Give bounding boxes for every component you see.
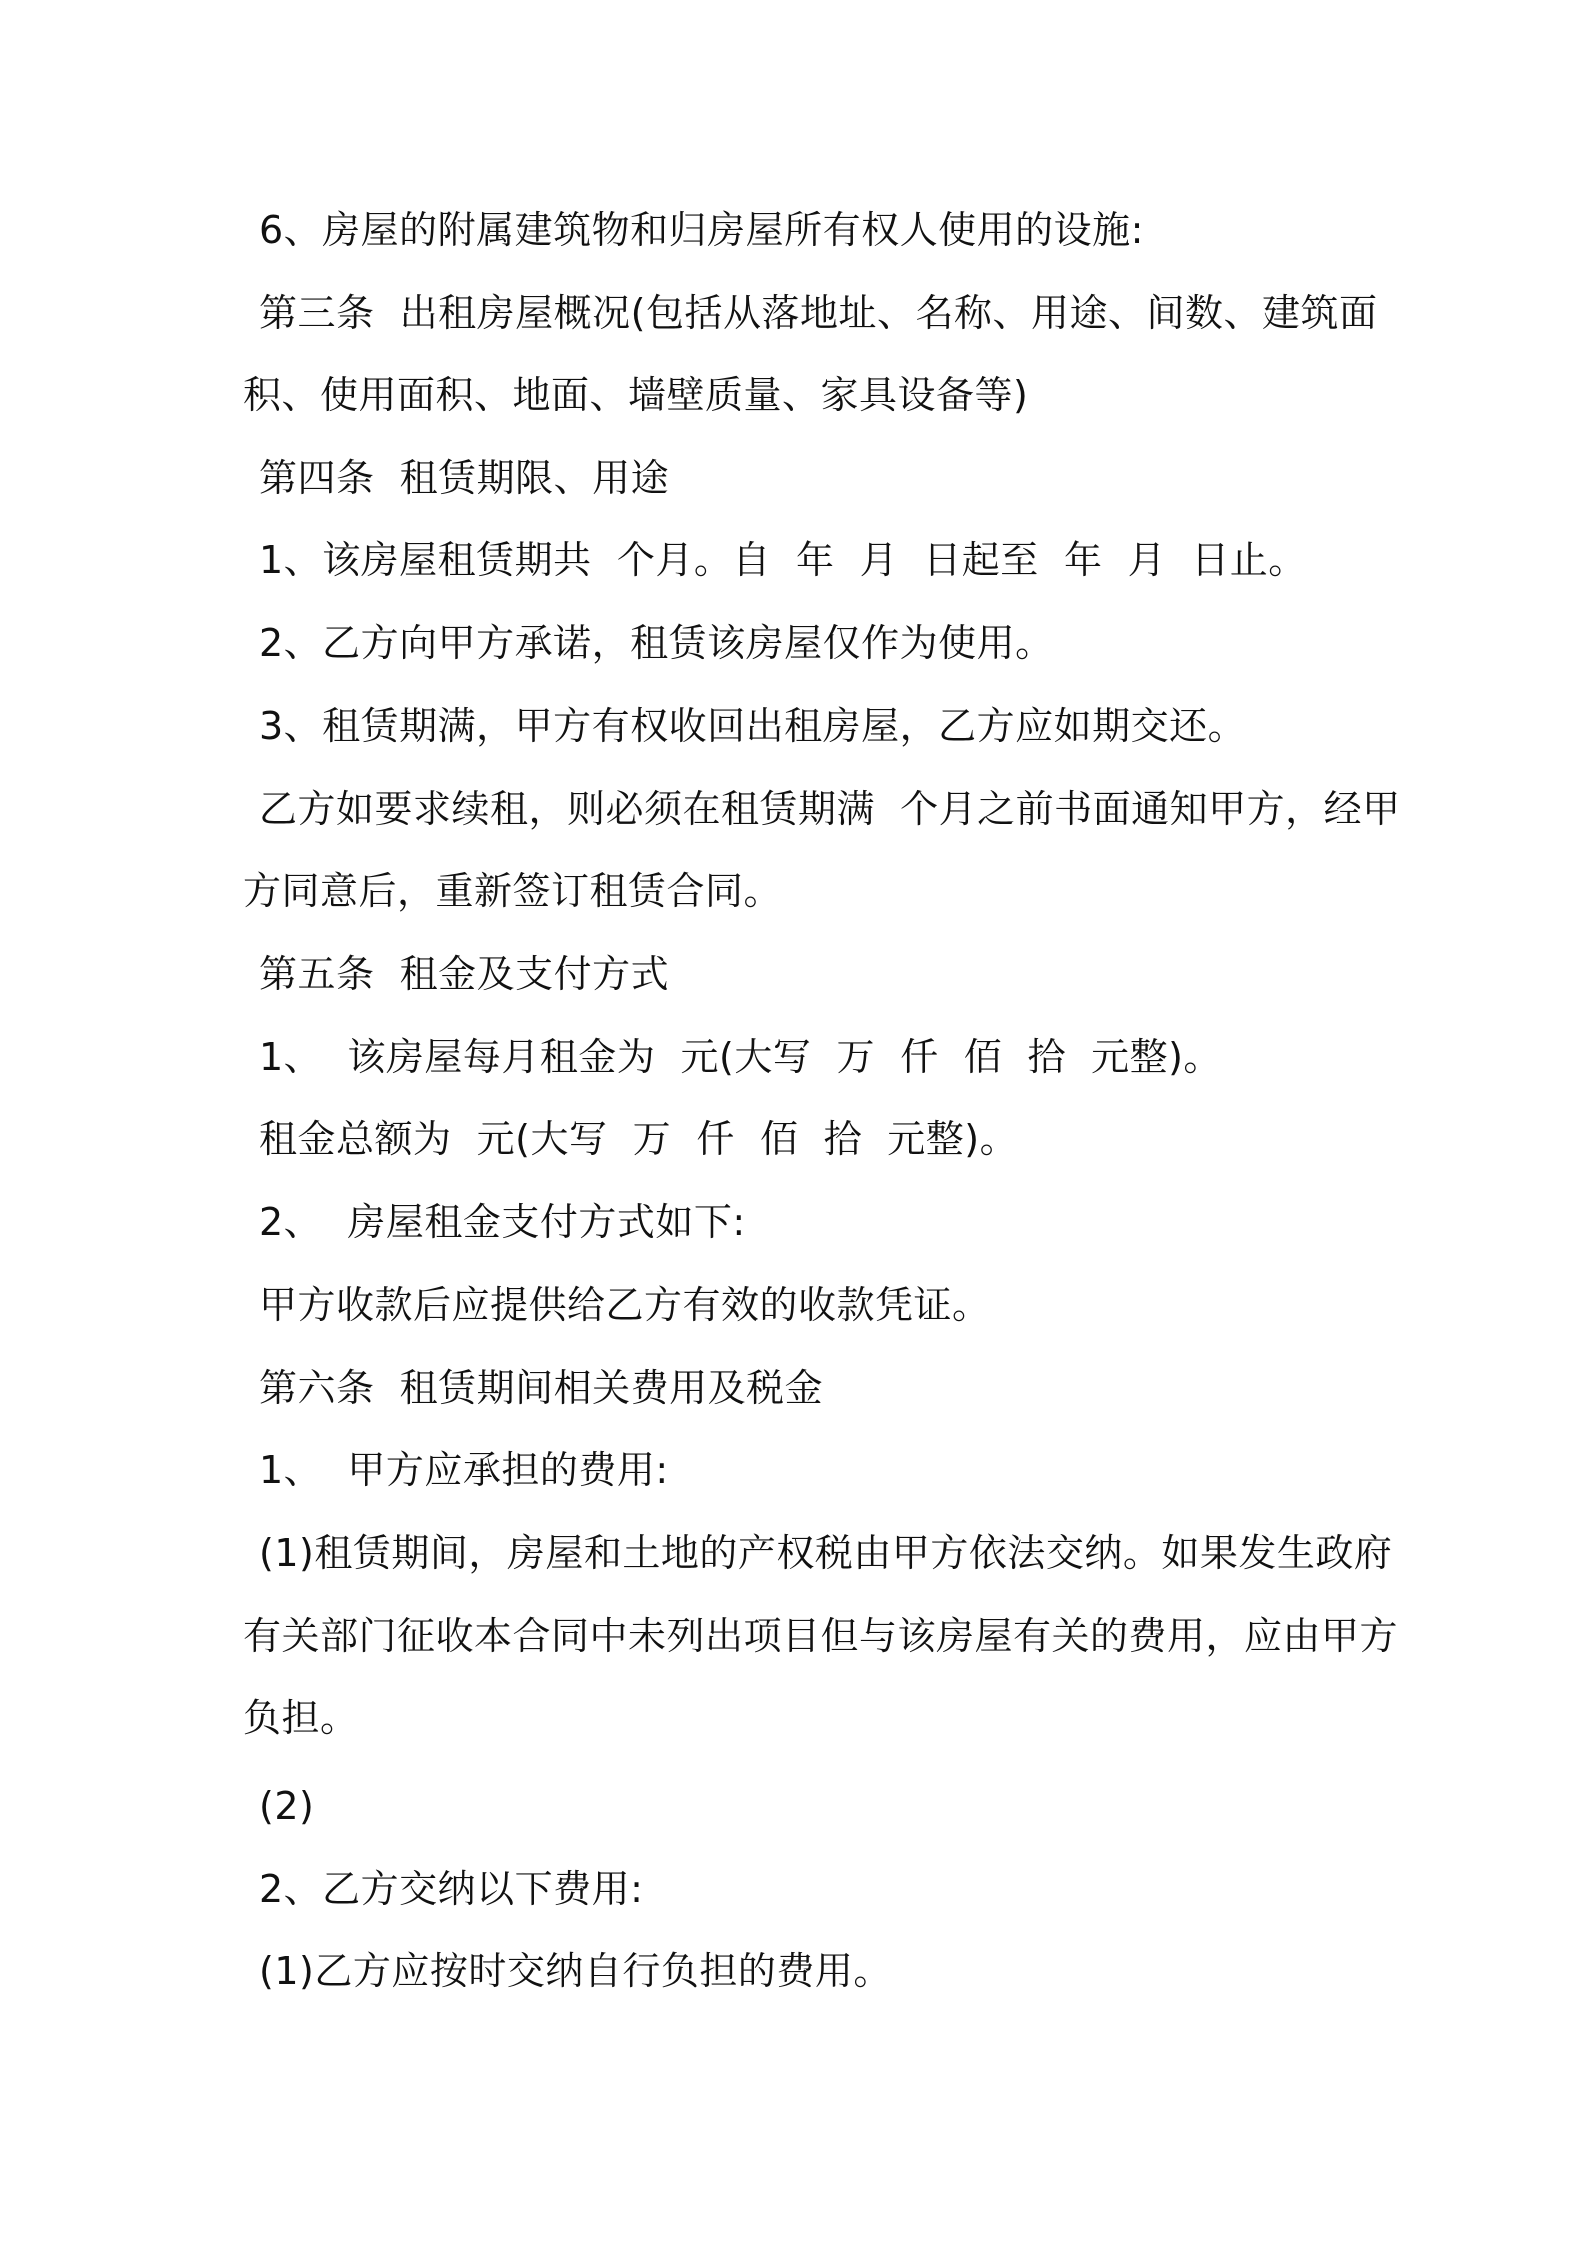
text-line: (2) [259, 1784, 315, 1828]
text-line: 方同意后，重新签订租赁合同。 [243, 869, 783, 913]
text-line: 2、乙方向甲方承诺，租赁该房屋仅作为使用。 [259, 621, 1054, 665]
text-line: 2、 房屋租金支付方式如下: [259, 1200, 746, 1244]
text-line: 1、该房屋租赁期共 个月。自 年 月 日起至 年 月 日止。 [259, 538, 1307, 582]
text-line: 2、乙方交纳以下费用: [259, 1867, 644, 1911]
text-line: 甲方收款后应提供给乙方有效的收款凭证。 [259, 1283, 991, 1327]
text-line: 乙方如要求续租，则必须在租赁期满 个月之前书面通知甲方，经甲 [259, 787, 1401, 831]
text-line: 积、使用面积、地面、墙壁质量、家具设备等) [243, 373, 1029, 417]
text-line: 1、 甲方应承担的费用: [259, 1448, 669, 1492]
text-line: 第四条 租赁期限、用途 [259, 456, 670, 500]
text-line: (1)乙方应按时交纳自行负担的费用。 [259, 1949, 892, 1993]
text-line: (1)租赁期间，房屋和土地的产权税由甲方依法交纳。如果发生政府 [259, 1531, 1393, 1575]
text-line: 第五条 租金及支付方式 [259, 952, 670, 996]
text-line: 6、房屋的附属建筑物和归房屋所有权人使用的设施: [259, 208, 1144, 252]
text-line: 租金总额为 元(大写 万 仟 佰 拾 元整)。 [259, 1117, 1019, 1161]
text-line: 第六条 租赁期间相关费用及税金 [259, 1366, 824, 1410]
text-line: 负担。 [243, 1696, 359, 1740]
text-line: 有关部门征收本合同中未列出项目但与该房屋有关的费用，应由甲方 [243, 1614, 1399, 1658]
text-line: 3、租赁期满，甲方有权收回出租房屋，乙方应如期交还。 [259, 704, 1247, 748]
text-line: 1、 该房屋每月租金为 元(大写 万 仟 佰 拾 元整)。 [259, 1035, 1222, 1079]
text-line: 第三条 出租房屋概况(包括从落地址、名称、用途、间数、建筑面 [259, 291, 1378, 335]
